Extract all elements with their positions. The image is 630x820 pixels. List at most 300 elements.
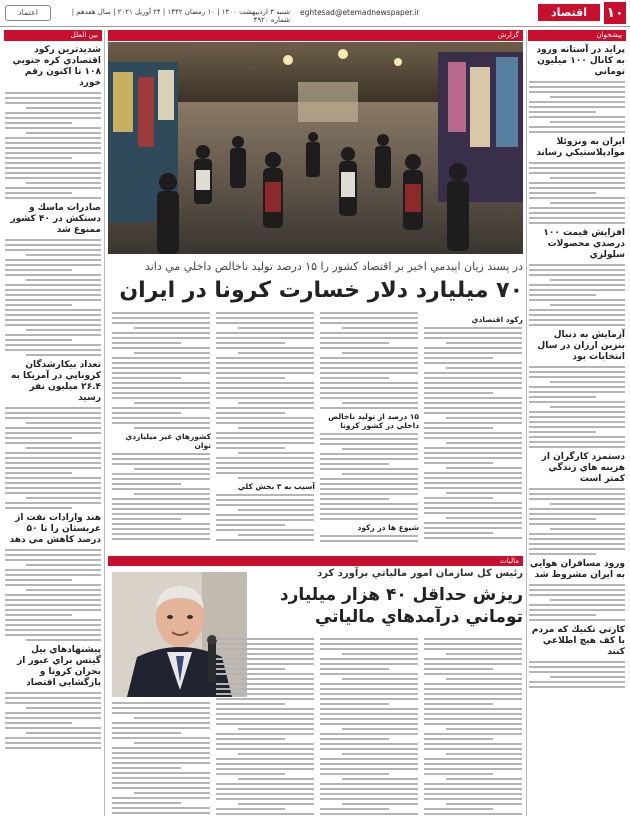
text-line	[112, 412, 181, 414]
text-line	[529, 131, 625, 133]
text-line	[5, 92, 101, 94]
brief-body	[5, 692, 101, 749]
text-line	[216, 713, 314, 715]
text-line	[5, 304, 72, 306]
text-line	[5, 569, 101, 571]
text-line	[216, 648, 314, 650]
text-line	[216, 437, 314, 439]
text-line	[5, 574, 101, 576]
text-line	[26, 589, 101, 591]
text-line	[5, 609, 101, 611]
text-line	[424, 447, 522, 449]
text-line	[424, 763, 522, 765]
story2-kicker: رئيس كل سازمان امور مالياتي برآورد كرد	[317, 568, 523, 579]
text-line	[112, 382, 210, 384]
text-line	[550, 304, 625, 306]
text-line	[112, 317, 210, 319]
text-line	[5, 137, 101, 139]
text-line	[216, 773, 285, 775]
text-line	[320, 813, 418, 815]
text-line	[424, 688, 522, 690]
lead-headline[interactable]: ۷۰ ميليارد دلار خسارت كرونا در ايران	[119, 278, 523, 303]
text-line	[550, 676, 625, 678]
text-line	[216, 524, 285, 526]
text-line	[5, 147, 101, 149]
text-line	[424, 352, 522, 354]
text-line	[216, 793, 314, 795]
text-line	[320, 382, 418, 384]
text-line	[112, 332, 210, 334]
text-line	[529, 386, 625, 388]
text-line	[320, 658, 418, 660]
text-line	[216, 788, 314, 790]
text-line	[550, 528, 625, 530]
text-line	[320, 703, 389, 705]
text-line	[5, 554, 101, 556]
text-line	[320, 768, 418, 770]
text-line	[320, 362, 418, 364]
text-line	[134, 427, 210, 429]
brief-title[interactable]: تعداد بيكارشدگان كرونايي در آمريكا به ۲۶.۴ ميليون نفر رسيد	[11, 360, 101, 403]
text-line	[216, 708, 314, 710]
text-line	[446, 678, 522, 680]
text-line	[112, 372, 210, 374]
text-line	[320, 638, 418, 640]
text-line	[529, 416, 625, 418]
text-line	[529, 217, 625, 219]
text-line	[5, 319, 101, 321]
text-line	[320, 438, 418, 440]
text-line	[320, 367, 418, 369]
header-date: شنبه ۳ اردیبهشت ۱۴۰۰ | ۱۰ رمضان ۱۴۴۲ | ۲۴ آوریل ۲۰۲۱ | سال هفدهم | شماره ۴۹۲۰	[71, 8, 290, 24]
text-line	[112, 737, 210, 739]
body-text	[112, 453, 210, 542]
text-line	[5, 112, 101, 114]
text-line	[112, 422, 210, 424]
text-line	[424, 758, 522, 760]
text-line	[320, 683, 418, 685]
text-line	[529, 401, 625, 403]
lead-tab-bar	[108, 30, 523, 41]
text-line	[216, 638, 314, 640]
text-line	[5, 717, 101, 719]
text-line	[5, 167, 101, 169]
text-line	[529, 431, 596, 433]
text-line	[446, 417, 522, 419]
body-text	[216, 638, 314, 816]
text-line	[529, 81, 625, 83]
text-line	[5, 152, 101, 154]
text-line	[216, 442, 314, 444]
text-line	[320, 643, 418, 645]
text-line	[446, 442, 522, 444]
text-line	[216, 718, 314, 720]
text-line	[216, 499, 314, 501]
text-line	[320, 540, 418, 542]
text-line	[550, 279, 625, 281]
brief-title[interactable]: ايران به ونزوئلا موادپلاستيكي رساند	[536, 137, 625, 158]
text-line	[216, 693, 314, 695]
text-line	[424, 502, 522, 504]
text-line	[320, 342, 389, 344]
text-line	[424, 362, 522, 364]
text-line	[446, 728, 522, 730]
text-line	[320, 508, 418, 510]
brief-body	[5, 549, 101, 641]
text-line	[424, 457, 522, 459]
text-line	[216, 494, 314, 496]
brief-title[interactable]: كارتي تكنيك كه مردم با كف هيچ اطلاعي كنند	[531, 625, 625, 657]
text-line	[112, 807, 210, 809]
right-briefs-column	[528, 30, 626, 816]
text-line	[424, 703, 493, 705]
text-line	[5, 417, 101, 419]
text-line	[424, 783, 522, 785]
text-line	[216, 312, 314, 314]
text-line	[424, 663, 522, 665]
brief-title[interactable]: صادرات ماسك و دستكش در ۴۰ كشور ممنوع شد	[10, 203, 101, 235]
text-line	[424, 723, 522, 725]
text-line	[529, 604, 625, 606]
text-line	[5, 269, 72, 271]
text-line	[5, 594, 101, 596]
text-line	[5, 244, 101, 246]
text-line	[5, 624, 101, 626]
text-line	[342, 327, 418, 329]
text-line	[5, 492, 101, 494]
text-line	[216, 347, 314, 349]
text-line	[424, 532, 493, 534]
text-line	[5, 549, 101, 551]
text-line	[5, 299, 101, 301]
page-header	[0, 0, 630, 27]
text-line	[320, 397, 418, 399]
text-line	[112, 797, 210, 799]
text-line	[5, 157, 72, 159]
text-line	[216, 462, 314, 464]
text-line	[424, 412, 522, 414]
text-line	[320, 503, 418, 505]
text-line	[5, 127, 101, 129]
text-line	[216, 738, 285, 740]
text-line	[550, 503, 625, 505]
text-line	[5, 289, 101, 291]
brief-title[interactable]: پرايد در آستانه ورود به كانال ۱۰۰ ميليون توماني	[536, 45, 625, 77]
text-line	[320, 312, 418, 314]
text-line	[446, 778, 522, 780]
text-line	[529, 446, 625, 448]
text-line	[112, 322, 210, 324]
text-line	[216, 362, 314, 364]
story2-tab: ماليات	[500, 557, 519, 565]
text-line	[5, 314, 101, 316]
text-line	[320, 733, 418, 735]
text-line	[342, 803, 418, 805]
text-line	[5, 452, 101, 454]
text-line	[320, 377, 389, 379]
text-line	[529, 111, 596, 113]
lead-body-column	[111, 312, 211, 542]
body-text	[424, 327, 522, 542]
text-line	[112, 707, 210, 709]
text-line	[238, 477, 314, 479]
text-line	[238, 728, 314, 730]
text-line	[320, 317, 418, 319]
text-line	[320, 763, 418, 765]
text-line	[26, 329, 101, 331]
text-line	[238, 678, 314, 680]
text-line	[529, 523, 625, 525]
text-line	[424, 487, 522, 489]
text-line	[424, 738, 493, 740]
text-line	[216, 673, 314, 675]
brief-title[interactable]: دستمزد كارگران از هزينه هاي زندگي كمتر است	[541, 452, 625, 484]
text-line	[320, 387, 418, 389]
text-line	[424, 427, 493, 429]
text-line	[424, 798, 522, 800]
text-line	[529, 187, 625, 189]
lead-body-column	[319, 312, 419, 542]
text-line	[216, 763, 314, 765]
text-line	[216, 688, 314, 690]
text-line	[112, 523, 210, 525]
text-line	[424, 347, 522, 349]
text-line	[529, 508, 625, 510]
text-line	[5, 442, 101, 444]
text-line	[238, 452, 314, 454]
text-line	[112, 473, 210, 475]
text-line	[424, 522, 522, 524]
text-line	[216, 367, 314, 369]
text-line	[320, 783, 418, 785]
text-line	[529, 411, 625, 413]
text-line	[216, 407, 314, 409]
text-line	[112, 367, 210, 369]
text-line	[320, 693, 418, 695]
text-line	[424, 537, 522, 539]
lead-subhead: شيوع ها در ركود	[357, 523, 419, 532]
text-line	[424, 808, 493, 810]
text-line	[550, 599, 625, 601]
brief-title[interactable]: پيشنهادهاي بيل گيتس براي عبور از بحران كرونا و بازگشايي اقتصاد	[17, 645, 101, 688]
lead-subhead: آسيب به ۳ بخش كلي	[237, 482, 315, 491]
text-line	[5, 294, 101, 296]
brief-title[interactable]: هند وارادات نفت از عربستان را تا ۵۰ درصد كاهش مي دهد	[9, 513, 101, 545]
text-line	[112, 503, 210, 505]
text-line	[5, 584, 101, 586]
brief-title[interactable]: آزمايش به دنبال بنزين ارزان در سال انتخابات بود	[537, 330, 625, 362]
text-line	[320, 488, 418, 490]
text-line	[5, 722, 72, 724]
text-line	[216, 539, 314, 541]
text-line	[320, 748, 418, 750]
text-line	[529, 324, 625, 326]
text-line	[112, 747, 210, 749]
text-line	[26, 132, 101, 134]
text-line	[342, 448, 418, 450]
text-line	[238, 753, 314, 755]
lead-subhead: ركود اقتصادي	[471, 315, 523, 324]
text-line	[550, 177, 625, 179]
text-line	[320, 808, 389, 810]
text-line	[112, 357, 210, 359]
text-line	[26, 639, 101, 641]
text-line	[529, 538, 625, 540]
text-line	[320, 798, 418, 800]
brief-title[interactable]: افزايش قيمت ۱۰۰ درصدي محصولات سلولزي	[543, 228, 625, 260]
brief-title[interactable]: شديدترين ركود اقتصادي كره جنوبي ۱۰۸ تا اكنون رقم خورد	[12, 45, 101, 88]
lead-subhead: ۱۵ درصد از توليد ناخالص داخلي در كشور كرونا	[328, 412, 419, 430]
text-line	[134, 352, 210, 354]
text-line	[320, 458, 418, 460]
text-line	[112, 528, 210, 530]
text-line	[424, 377, 522, 379]
text-line	[238, 653, 314, 655]
text-line	[550, 121, 625, 123]
header-email[interactable]: eghtesad@etemadnewspaper.ir	[300, 8, 420, 17]
text-line	[5, 334, 101, 336]
lead-subhead: كشورهاي غير ميلياردي توان	[125, 432, 211, 450]
text-line	[529, 376, 625, 378]
text-line	[5, 747, 101, 749]
text-line	[529, 264, 625, 266]
lead-kicker: در پسند زيان اپيدمي اخير بر اقتصاد كشور را ۱۵ درصد توليد ناخالص داخلي مي داند	[144, 260, 523, 273]
text-line	[424, 392, 493, 394]
text-line	[342, 473, 418, 475]
section-label[interactable]: اقتصاد	[538, 4, 600, 21]
text-line	[238, 327, 314, 329]
text-line	[529, 584, 625, 586]
text-line	[216, 698, 314, 700]
text-line	[112, 752, 210, 754]
text-line	[26, 732, 101, 734]
text-line	[238, 402, 314, 404]
text-line	[5, 339, 72, 341]
brief-body	[529, 81, 625, 133]
text-line	[26, 422, 101, 424]
text-line	[134, 468, 210, 470]
text-line	[424, 693, 522, 695]
text-line	[529, 212, 625, 214]
text-line	[5, 477, 101, 479]
text-line	[529, 513, 625, 515]
body-text	[112, 702, 210, 816]
text-line	[342, 352, 418, 354]
text-line	[529, 594, 625, 596]
text-line	[529, 619, 625, 621]
brief-body	[5, 407, 101, 509]
text-line	[424, 387, 522, 389]
text-line	[320, 698, 418, 700]
text-line	[112, 397, 210, 399]
brief-title[interactable]: ورود مسافران هوايي به ايران مشروط شد	[529, 559, 625, 580]
story2-body-column	[215, 638, 315, 816]
text-line	[320, 337, 418, 339]
text-line	[112, 762, 210, 764]
newspaper-logo: اعتماد	[5, 5, 51, 21]
text-line	[446, 803, 522, 805]
text-line	[5, 507, 72, 509]
text-line	[342, 678, 418, 680]
text-line	[216, 332, 314, 334]
text-line	[238, 534, 314, 536]
text-line	[320, 673, 418, 675]
text-line	[238, 509, 314, 511]
text-line	[424, 407, 522, 409]
text-line	[529, 126, 625, 128]
story2-headline[interactable]: ريزش حداقل ۴۰ هزار ميليارد توماني درآمدهاي مالياتي	[279, 585, 523, 627]
text-line	[320, 535, 418, 537]
text-line	[5, 249, 101, 251]
text-line	[320, 498, 389, 500]
text-line	[26, 497, 101, 499]
text-line	[26, 254, 101, 256]
text-line	[26, 447, 101, 449]
text-line	[320, 453, 418, 455]
text-line	[216, 412, 285, 414]
text-line	[216, 743, 314, 745]
text-line	[216, 519, 314, 521]
column-divider	[526, 30, 527, 816]
text-line	[26, 354, 101, 356]
text-line	[112, 458, 210, 460]
text-line	[529, 686, 625, 688]
text-line	[550, 96, 625, 98]
text-line	[26, 564, 101, 566]
text-line	[5, 284, 101, 286]
text-line	[529, 589, 625, 591]
text-line	[529, 101, 625, 103]
text-line	[320, 718, 418, 720]
text-line	[529, 518, 596, 520]
text-line	[529, 391, 625, 393]
text-line	[134, 792, 210, 794]
text-line	[216, 387, 314, 389]
text-line	[529, 289, 625, 291]
body-text	[216, 494, 314, 542]
text-line	[424, 648, 522, 650]
text-line	[424, 673, 522, 675]
column-divider	[104, 30, 105, 816]
text-line	[529, 498, 625, 500]
text-line	[216, 322, 314, 324]
text-line	[446, 753, 522, 755]
text-line	[5, 407, 101, 409]
text-line	[424, 332, 522, 334]
text-line	[216, 514, 314, 516]
text-line	[320, 668, 389, 670]
text-line	[424, 718, 522, 720]
text-line	[112, 513, 210, 515]
text-line	[424, 773, 493, 775]
text-line	[529, 294, 596, 296]
text-line	[424, 668, 493, 670]
text-line	[342, 778, 418, 780]
text-line	[112, 478, 210, 480]
text-line	[5, 412, 101, 414]
text-line	[424, 382, 522, 384]
text-line	[216, 733, 314, 735]
text-line	[320, 518, 418, 520]
text-line	[320, 483, 418, 485]
text-line	[238, 803, 314, 805]
text-line	[529, 182, 625, 184]
text-line	[424, 372, 522, 374]
text-line	[424, 733, 522, 735]
text-line	[320, 743, 418, 745]
text-line	[216, 798, 314, 800]
text-line	[5, 712, 101, 714]
